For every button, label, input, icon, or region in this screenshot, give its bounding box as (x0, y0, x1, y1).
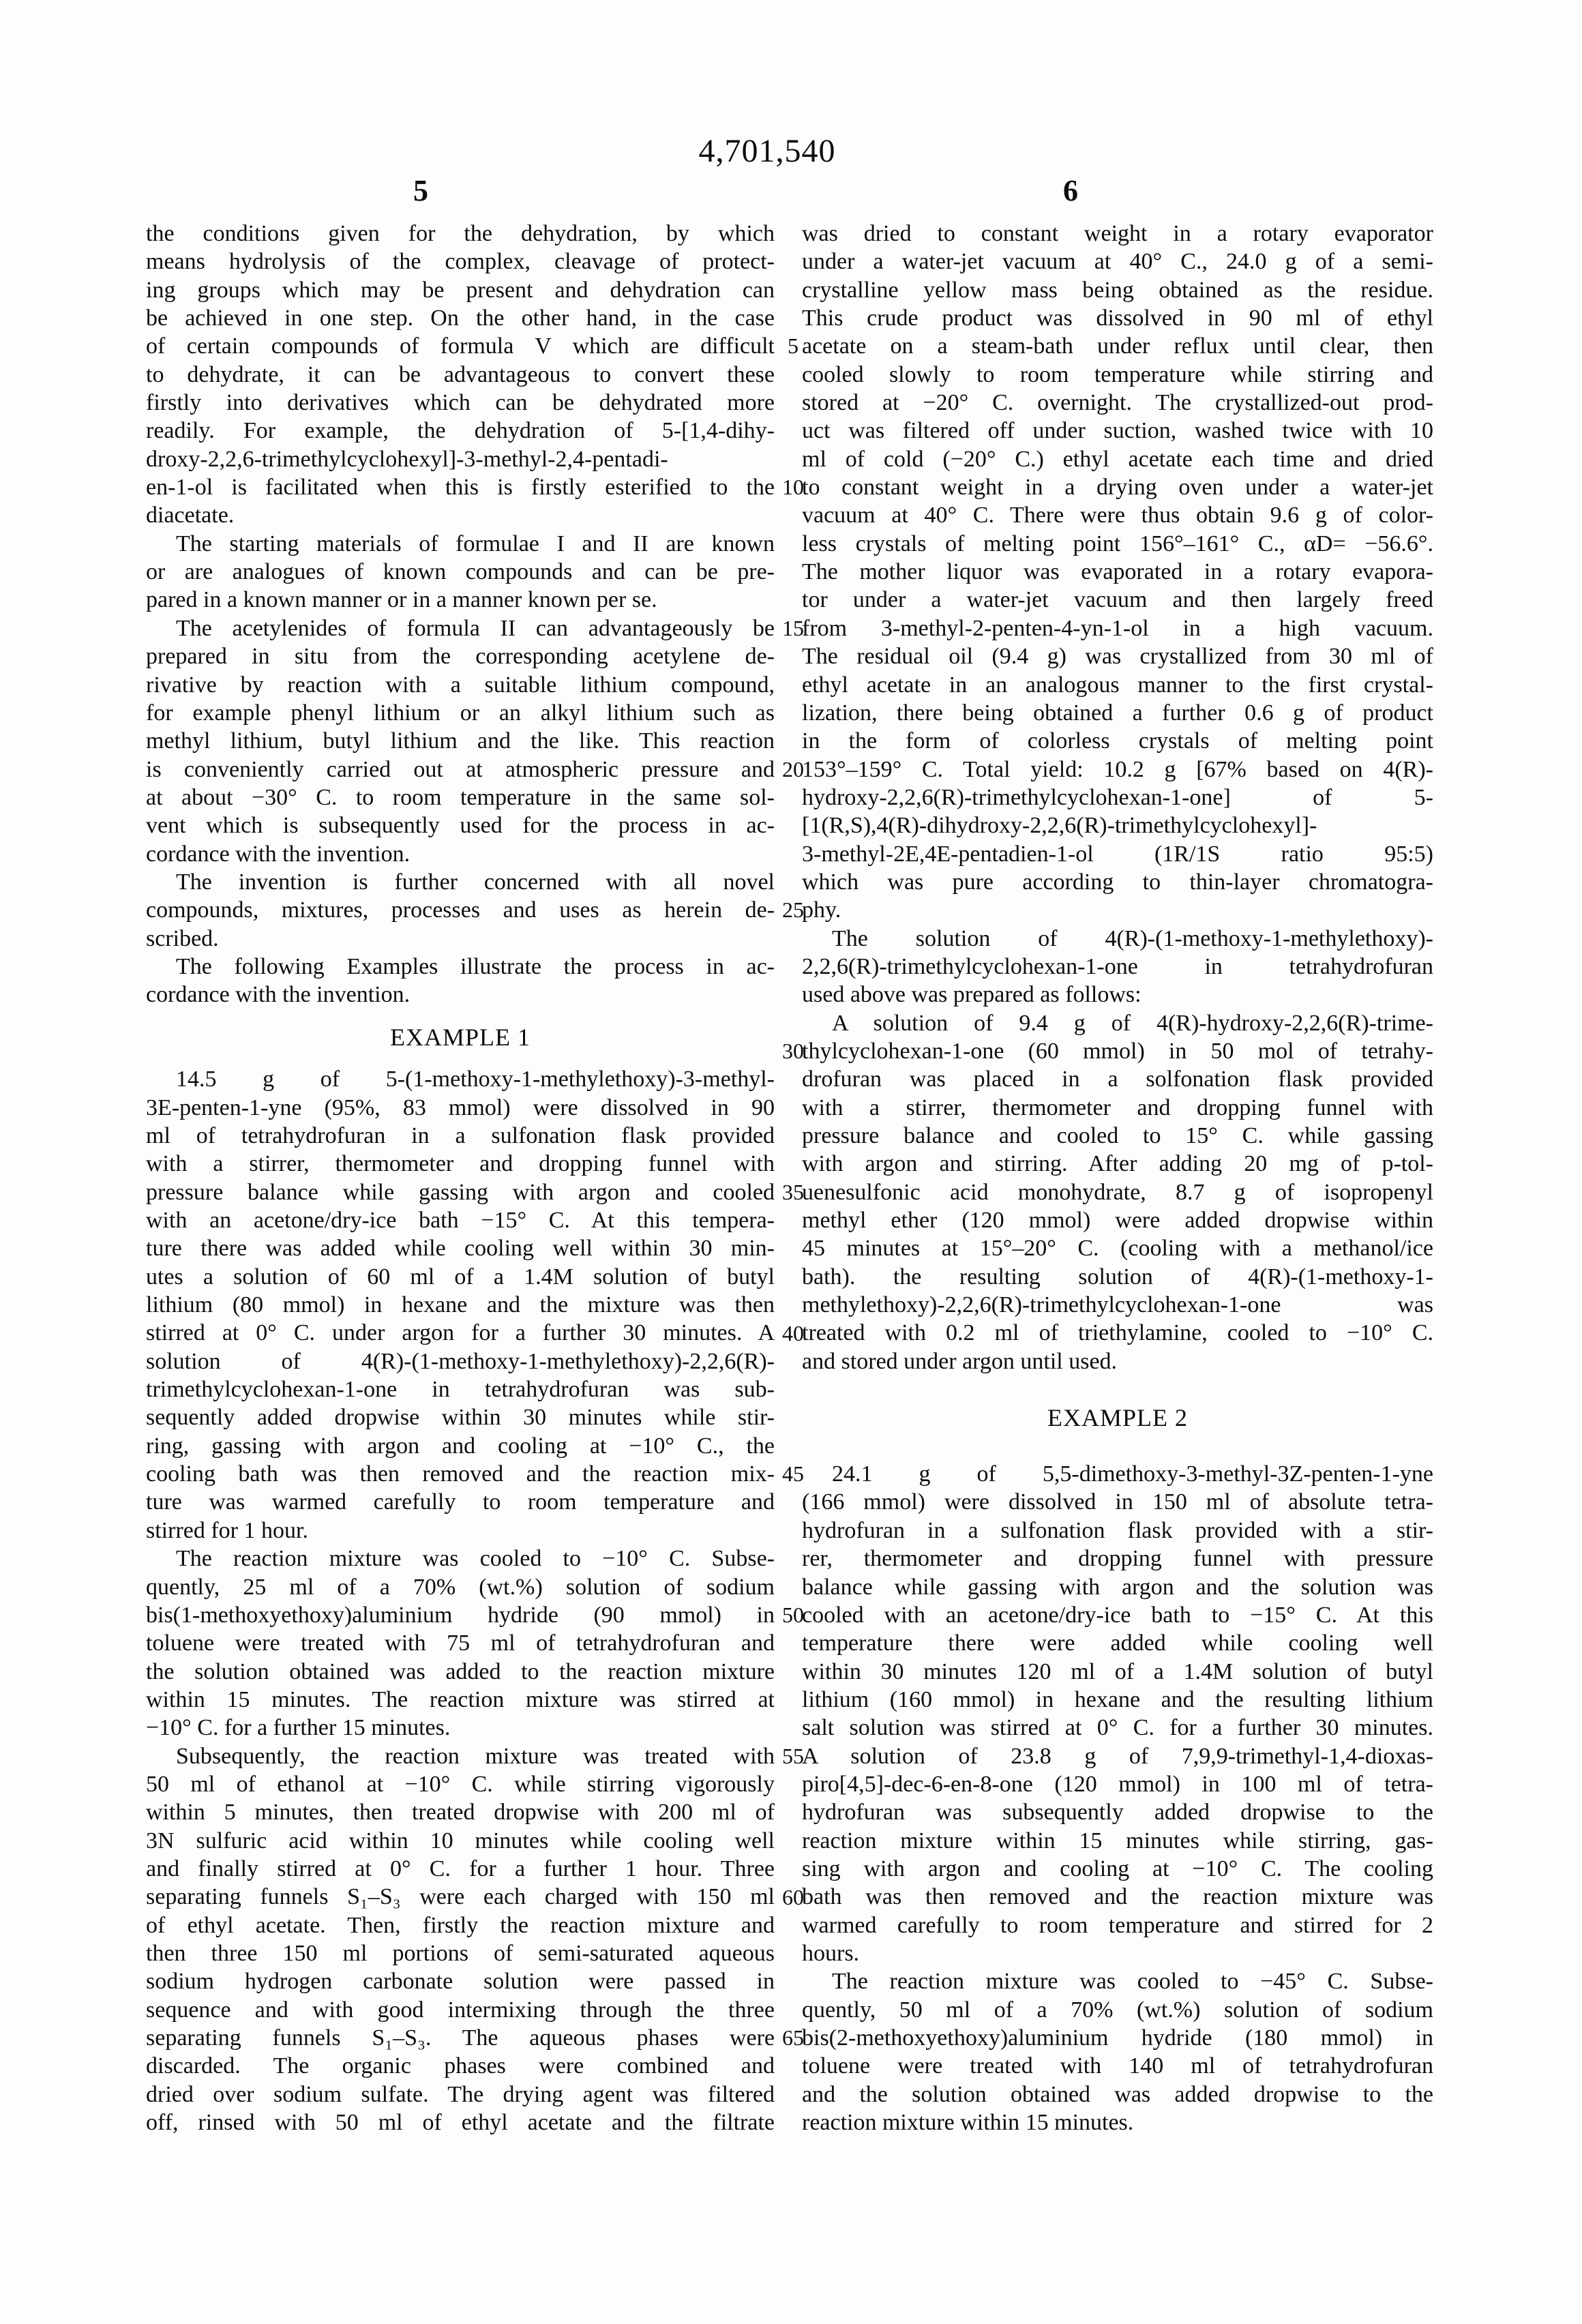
text-line: phy. (802, 897, 841, 923)
text-line: A solution of 9.4 g of 4(R)-hydroxy-2,2,6(R)-trime- (832, 1010, 1433, 1036)
text-line: separating funnels S₁–S₃. The aqueous phases were (146, 2025, 775, 2051)
text-line: cooling bath was then removed and the reaction mix- (146, 1461, 775, 1487)
text-line: hours. (802, 1940, 860, 1966)
text-line: ture was warmed carefully to room temperature and (146, 1489, 775, 1515)
text-line: The residual oil (9.4 g) was crystallized from 30 ml of (802, 644, 1433, 670)
text-line: rivative by reaction with a suitable lithium compound, (146, 672, 775, 698)
text-line: sodium hydrogen carbonate solution were passed in (146, 1969, 775, 1995)
column-5-header: 5 (413, 174, 428, 207)
text-line: bis(1-methoxyethoxy)aluminium hydride (90 mmol) in (146, 1602, 775, 1628)
gutter-line-number: 20 (782, 756, 804, 781)
text-line: trimethylcyclohexan-1-one in tetrahydrofuran was sub- (146, 1377, 775, 1403)
text-line: vacuum at 40° C. There were thus obtain 9.6 g of color- (802, 503, 1433, 528)
text-line: cordance with the invention. (146, 841, 411, 867)
text-line: treated with 0.2 ml of triethylamine, cooled to −10° C. (802, 1320, 1433, 1346)
text-line: pared in a known manner or in a manner known per se. (146, 587, 657, 613)
text-line: within 5 minutes, then treated dropwise with 200 ml of (146, 1800, 775, 1826)
text-line: stored at −20° C. overnight. The crystallized-out prod- (802, 390, 1433, 416)
text-line: is conveniently carried out at atmospheric pressure and (146, 756, 775, 782)
text-line: with a stirrer, thermometer and dropping funnel with (802, 1094, 1433, 1120)
text-line: with an acetone/dry-ice bath −15° C. At this tempera- (146, 1208, 775, 1234)
text-line: reaction mixture within 15 minutes. (802, 2110, 1134, 2136)
column-6-header: 6 (1063, 174, 1078, 207)
text-line: crystalline yellow mass being obtained as the residue. (802, 277, 1433, 303)
text-line: The following Examples illustrate the process in ac- (176, 953, 775, 979)
text-line: hydrofuran was subsequently added dropwise to the (802, 1800, 1433, 1826)
text-line: solution of 4(R)-(1-methoxy-1-methylethoxy)-2,2,6(R)- (146, 1348, 775, 1374)
text-line: salt solution was stirred at 0° C. for a further 30 minutes. (802, 1715, 1433, 1741)
gutter-line-number: 10 (782, 475, 804, 500)
example-heading-row (146, 1009, 775, 1066)
text-line: ture there was added while cooling well within 30 min- (146, 1236, 775, 1262)
text-line: at about −30° C. to room temperature in the same sol- (146, 784, 775, 810)
text-line: means hydrolysis of the complex, cleavage of protect- (146, 249, 775, 275)
text-line: of ethyl acetate. Then, firstly the reaction mixture and (146, 1912, 775, 1938)
text-line: 3N sulfuric acid within 10 minutes while cooling well (146, 1828, 775, 1853)
text-line: thylcyclohexan-1-one (60 mmol) in 50 mol of tetrahy- (802, 1038, 1433, 1064)
text-line: sequence and with good intermixing through the three (146, 1997, 775, 2023)
patent-number: 4,701,540 (698, 133, 836, 169)
text-line: ml of tetrahydrofuran in a sulfonation flask provided (146, 1123, 775, 1148)
gutter-line-number: 65 (782, 2025, 804, 2051)
text-line: hydrofuran in a sulfonation flask provided with a stir- (802, 1517, 1433, 1543)
text-line: (166 mmol) were dissolved in 150 ml of absolute tetra- (802, 1489, 1433, 1515)
text-line: 50 ml of ethanol at −10° C. while stirring vigorously (146, 1771, 775, 1797)
gutter-line-number: 55 (782, 1743, 804, 1768)
text-line: ethyl acetate in an analogous manner to the first crystal- (802, 672, 1433, 698)
text-line: which was pure according to thin-layer chromatogra- (802, 869, 1433, 895)
text-line: then three 150 ml portions of semi-saturated aqueous (146, 1940, 775, 1966)
text-line: piro[4,5]-dec-6-en-8-one (120 mmol) in 100 ml of tetra- (802, 1771, 1433, 1797)
text-line: A solution of 23.8 g of 7,9,9-trimethyl-1,4-dioxas- (802, 1743, 1433, 1769)
text-line: Subsequently, the reaction mixture was treated with (176, 1743, 775, 1769)
text-line: methyl lithium, butyl lithium and the like. This reaction (146, 728, 775, 754)
text-line: The mother liquor was evaporated in a rotary evapora- (802, 559, 1433, 585)
text-line: The acetylenides of formula II can advantageously be (176, 615, 775, 641)
text-line: droxy-2,2,6-trimethylcyclohexyl]-3-methyl-2,4-pentadi- (146, 446, 668, 472)
text-line: The reaction mixture was cooled to −10° C. Subse- (176, 1546, 775, 1572)
column-6-text (802, 220, 1433, 2136)
text-line: prepared in situ from the corresponding acetylene de- (146, 644, 775, 670)
text-line: 153°–159° C. Total yield: 10.2 g [67% based on 4(R)- (802, 756, 1433, 782)
text-line: from 3-methyl-2-penten-4-yn-1-ol in a high vacuum. (802, 615, 1433, 641)
text-line: was dried to constant weight in a rotary evaporator (802, 221, 1433, 246)
text-line: −10° C. for a further 15 minutes. (146, 1715, 451, 1741)
text-line: with argon and stirring. After adding 20 mg of p-tol- (802, 1151, 1433, 1177)
text-line: within 15 minutes. The reaction mixture was stirred at (146, 1686, 775, 1712)
text-line: rer, thermometer and dropping funnel with pressure (802, 1546, 1433, 1572)
text-line: temperature there were added while cooling well (802, 1630, 1433, 1656)
text-line: cooled with an acetone/dry-ice bath to −15° C. At this (802, 1602, 1433, 1628)
text-line: The starting materials of formulae I and II are known (176, 531, 775, 556)
text-line: to constant weight in a drying oven under a water-jet (802, 475, 1433, 501)
text-line: balance while gassing with argon and the solution was (802, 1574, 1433, 1600)
text-line: be achieved in one step. On the other hand, in the case (146, 306, 775, 331)
example-heading-row (802, 1375, 1433, 1460)
text-line: 24.1 g of 5,5-dimethoxy-3-methyl-3Z-penten-1-yne (832, 1461, 1433, 1487)
text-line: 14.5 g of 5-(1-methoxy-1-methylethoxy)-3-methyl- (176, 1067, 775, 1092)
text-line: warmed carefully to room temperature and stirred for 2 (802, 1912, 1433, 1938)
text-line: bath was then removed and the reaction mixture was (802, 1884, 1433, 1910)
text-line: the solution obtained was added to the reaction mixture (146, 1658, 775, 1684)
gutter-line-number: 45 (782, 1461, 804, 1487)
text-line: drofuran was placed in a solfonation flask provided (802, 1067, 1433, 1092)
gutter-line-number: 5 (788, 333, 799, 359)
text-line: methyl ether (120 mmol) were added dropwise within (802, 1208, 1433, 1234)
gutter-line-number: 60 (782, 1884, 804, 1909)
text-line: to dehydrate, it can be advantageous to convert these (146, 361, 775, 387)
text-line: lithium (160 mmol) in hexane and the resulting lithium (802, 1686, 1433, 1712)
text-line: less crystals of melting point 156°–161° C., αD= −56.6°. (802, 531, 1433, 556)
text-line: reaction mixture within 15 minutes while stirring, gas- (802, 1828, 1433, 1853)
text-line: compounds, mixtures, processes and uses as herein de- (146, 897, 775, 923)
text-line: tor under a water-jet vacuum and then largely freed (802, 587, 1433, 613)
text-line: pressure balance while gassing with argon and cooled (146, 1179, 775, 1205)
text-line: toluene were treated with 140 ml of tetrahydrofuran (802, 2053, 1433, 2079)
gutter-line-number: 50 (782, 1603, 804, 1628)
text-line: scribed. (146, 925, 219, 951)
text-line: sing with argon and cooling at −10° C. The cooling (802, 1856, 1433, 1881)
text-line: uenesulfonic acid monohydrate, 8.7 g of isopropenyl (802, 1179, 1433, 1205)
text-line: bis(2-methoxyethoxy)aluminium hydride (180 mmol) in (802, 2025, 1433, 2051)
text-line: toluene were treated with 75 ml of tetrahydrofuran and (146, 1630, 775, 1656)
text-line: en-1-ol is facilitated when this is firstly esterified to the (146, 475, 775, 501)
gutter-line-number: 30 (782, 1039, 804, 1064)
text-line: or are analogues of known compounds and can be pre- (146, 559, 775, 585)
text-line: readily. For example, the dehydration of 5-[1,4-dihy- (146, 418, 775, 444)
text-line: cordance with the invention. (146, 982, 411, 1008)
text-line: The reaction mixture was cooled to −45° C. Subse- (832, 1969, 1433, 1995)
text-line: The solution of 4(R)-(1-methoxy-1-methylethoxy)- (832, 925, 1433, 951)
text-line: for example phenyl lithium or an alkyl lithium such as (146, 700, 775, 726)
text-line: of certain compounds of formula V which are difficult (146, 333, 775, 359)
text-line: under a water-jet vacuum at 40° C., 24.0 g of a semi- (802, 249, 1433, 275)
text-line: 2,2,6(R)-trimethylcyclohexan-1-one in tetrahydrofuran (802, 953, 1433, 979)
text-line: methylethoxy)-2,2,6(R)-trimethylcyclohexan-1-one was (802, 1292, 1433, 1318)
text-line: stirred at 0° C. under argon for a further 30 minutes. A (146, 1320, 775, 1346)
text-line: used above was prepared as follows: (802, 982, 1141, 1008)
example-heading: EXAMPLE 1 (390, 1023, 531, 1051)
text-line: uct was filtered off under suction, washed twice with 10 (802, 418, 1433, 444)
gutter-line-number: 40 (782, 1320, 804, 1345)
text-line: discarded. The organic phases were combined and (146, 2053, 775, 2079)
text-line: and stored under argon until used. (802, 1348, 1118, 1374)
text-line: hydroxy-2,2,6(R)-trimethylcyclohexan-1-one] of 5- (802, 784, 1433, 810)
text-line: dried over sodium sulfate. The drying agent was filtered (146, 2081, 775, 2107)
gutter-line-number: 25 (782, 897, 804, 923)
text-line: 45 minutes at 15°–20° C. (cooling with a methanol/ice (802, 1236, 1433, 1262)
column-5-text (146, 220, 775, 2136)
text-line: quently, 50 ml of a 70% (wt.%) solution of sodium (802, 1997, 1433, 2023)
text-line: diacetate. (146, 503, 235, 528)
text-line: vent which is subsequently used for the process in ac- (146, 813, 775, 839)
text-line: firstly into derivatives which can be dehydrated more (146, 390, 775, 416)
text-line: within 30 minutes 120 ml of a 1.4M solution of butyl (802, 1658, 1433, 1684)
text-line: the conditions given for the dehydration, by which (146, 221, 775, 246)
text-line: bath). the resulting solution of 4(R)-(1-methoxy-1- (802, 1264, 1433, 1290)
text-line: lithium (80 mmol) in hexane and the mixture was then (146, 1292, 775, 1318)
gutter-line-number: 35 (782, 1179, 804, 1204)
text-line: [1(R,S),4(R)-dihydroxy-2,2,6(R)-trimethylcyclohexyl]- (802, 813, 1317, 839)
text-line: with a stirrer, thermometer and dropping funnel with (146, 1151, 775, 1177)
text-line: 3-methyl-2E,4E-pentadien-1-ol (1R/1S ratio 95:5) (802, 841, 1433, 867)
text-line: and finally stirred at 0° C. for a further 1 hour. Three (146, 1856, 775, 1881)
text-line: off, rinsed with 50 ml of ethyl acetate and the filtrate (146, 2110, 775, 2136)
gutter-line-number: 15 (782, 615, 804, 640)
text-line: sequently added dropwise within 30 minutes while stir- (146, 1405, 775, 1431)
example-heading: EXAMPLE 2 (1047, 1404, 1188, 1432)
text-line: cooled slowly to room temperature while stirring and (802, 361, 1433, 387)
text-line: lization, there being obtained a further 0.6 g of product (802, 700, 1433, 726)
text-line: stirred for 1 hour. (146, 1517, 308, 1543)
text-line: utes a solution of 60 ml of a 1.4M solution of butyl (146, 1264, 775, 1290)
text-line: ring, gassing with argon and cooling at −10° C., the (146, 1433, 775, 1459)
text-line: This crude product was dissolved in 90 ml of ethyl (802, 306, 1433, 331)
text-line: in the form of colorless crystals of melting point (802, 728, 1433, 754)
text-line: pressure balance and cooled to 15° C. while gassing (802, 1123, 1433, 1148)
text-line: and the solution obtained was added dropwise to the (802, 2081, 1433, 2107)
text-line: 3E-penten-1-yne (95%, 83 mmol) were dissolved in 90 (146, 1094, 775, 1120)
text-line: ml of cold (−20° C.) ethyl acetate each time and dried (802, 446, 1433, 472)
text-line: The invention is further concerned with all novel (176, 869, 775, 895)
text-line: acetate on a steam-bath under reflux until clear, then (802, 333, 1433, 359)
text-line: separating funnels S₁–S₃ were each charged with 150 ml (146, 1884, 775, 1910)
text-line: ing groups which may be present and dehydration can (146, 277, 775, 303)
text-line: quently, 25 ml of a 70% (wt.%) solution of sodium (146, 1574, 775, 1600)
